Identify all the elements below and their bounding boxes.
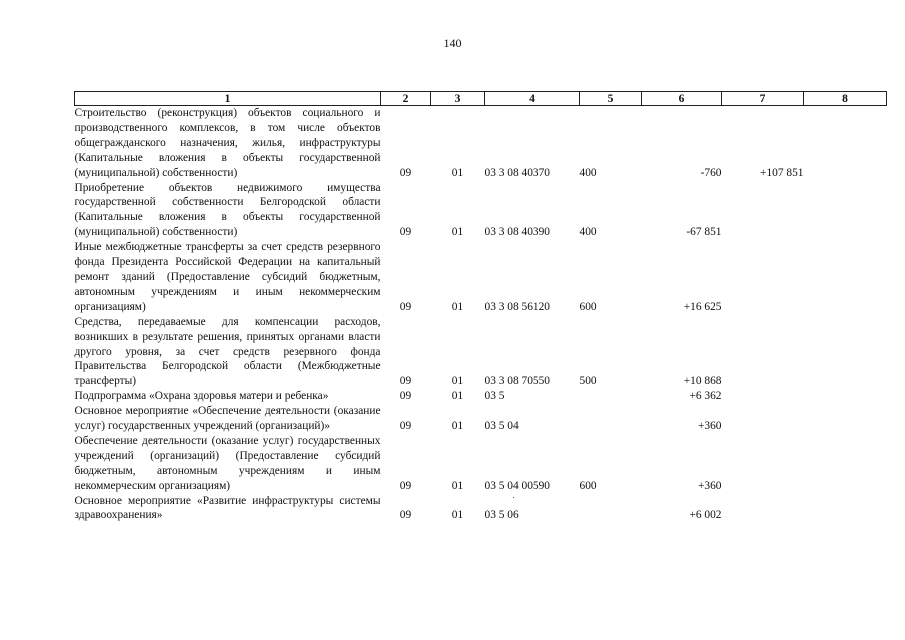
row-expense-type: 600 xyxy=(579,479,597,492)
row-expense-type xyxy=(580,404,642,434)
row-subsection: 01 xyxy=(451,375,464,388)
column-header: 6 xyxy=(642,92,722,106)
row-description-text: Средства, передаваемые для компенсации расходов, возникших в результате решения, принятых органами власти другого уровня, за счет средств резервного фонда Правительства Белгородской области (Межбюджетные трансферты) xyxy=(74,315,381,388)
row-amount-6: -67 851 xyxy=(686,226,722,239)
column-header: 5 xyxy=(580,92,642,106)
row-subsection: 01 xyxy=(451,420,464,433)
row-description xyxy=(75,434,381,494)
row-amount-6: +10 868 xyxy=(683,375,722,388)
column-header: 3 xyxy=(431,92,485,106)
row-section: 09 xyxy=(399,375,412,388)
row-description-text: Основное мероприятие «Обеспечение деятельности (оказание услуг) государственных учреждений (организаций)» xyxy=(74,405,381,433)
row-description xyxy=(75,181,381,241)
row-description-text: Основное мероприятие «Развитие инфраструктуры системы здравоохранения» xyxy=(74,494,381,522)
row-amount-6: +6 362 xyxy=(689,390,722,403)
row-amount-7 xyxy=(722,404,804,434)
row-expense-type: 500 xyxy=(579,375,597,388)
row-expense-type xyxy=(580,389,642,404)
row-amount-8 xyxy=(804,404,887,434)
row-description-text: Строительство (реконструкция) объектов социального и производственного комплексов, в том числе объектов общегражданского назначения, жилья, инфраструктуры (Капитальные вложения в объекты государственной (муниципальной) собственности) xyxy=(74,107,381,179)
row-subsection: 01 xyxy=(451,300,464,313)
table-row xyxy=(75,106,887,181)
table-row xyxy=(75,404,887,434)
row-amount-8 xyxy=(804,106,887,181)
row-description xyxy=(75,389,381,404)
row-amount-6: +360 xyxy=(697,479,722,492)
row-amount-6: +360 xyxy=(697,420,722,433)
row-amount-8 xyxy=(804,494,887,524)
row-amount-7 xyxy=(722,240,804,315)
row-section: 09 xyxy=(399,166,412,179)
page-number: 140 xyxy=(443,36,462,50)
row-description xyxy=(75,240,381,315)
row-subsection: 01 xyxy=(451,509,464,522)
header-row xyxy=(75,92,887,106)
row-description xyxy=(75,106,381,181)
row-target-code: 03 3 08 40370 xyxy=(484,166,550,179)
row-amount-8 xyxy=(804,434,887,494)
table-row xyxy=(75,494,887,524)
row-amount-7 xyxy=(722,315,804,390)
row-description-text: Подпрограмма «Охрана здоровья матери и ребенка» xyxy=(74,390,329,403)
row-description xyxy=(75,404,381,434)
row-subsection: 01 xyxy=(451,166,464,179)
row-amount-7 xyxy=(722,434,804,494)
row-expense-type xyxy=(580,494,642,524)
row-amount-7 xyxy=(722,181,804,241)
row-amount-7 xyxy=(722,389,804,404)
row-amount-8 xyxy=(804,315,887,390)
row-section: 09 xyxy=(399,420,412,433)
row-target-code: 03 3 08 56120 xyxy=(484,300,550,313)
row-amount-6: +6 002 xyxy=(689,509,722,522)
table-row xyxy=(75,181,887,241)
row-description xyxy=(75,315,381,390)
row-target-code: 03 3 08 40390 xyxy=(484,226,550,239)
row-expense-type: 400 xyxy=(579,226,597,239)
column-header: 7 xyxy=(722,92,804,106)
table-row xyxy=(75,240,887,315)
budget-table xyxy=(74,91,887,523)
row-target-code: 03 5 06 xyxy=(484,509,519,522)
row-section: 09 xyxy=(399,509,412,522)
row-amount-6: +16 625 xyxy=(683,300,722,313)
row-section: 09 xyxy=(399,226,412,239)
table-row xyxy=(75,315,887,390)
row-subsection: 01 xyxy=(451,479,464,492)
column-header: 4 xyxy=(485,92,580,106)
row-target-code: 03 5 04 00590 xyxy=(484,479,550,492)
row-subsection: 01 xyxy=(451,226,464,239)
row-amount-6: -760 xyxy=(700,166,722,179)
row-amount-7 xyxy=(722,494,804,524)
row-amount-8 xyxy=(804,181,887,241)
row-amount-8 xyxy=(804,389,887,404)
row-description-text: Приобретение объектов недвижимого имущества государственной собственности Белгородской области (Капитальные вложения в объекты государственной (муниципальной) собственности) xyxy=(74,181,381,239)
row-section: 09 xyxy=(399,300,412,313)
row-target-code: 03 5 04 xyxy=(484,420,519,433)
table-row xyxy=(75,389,887,404)
column-header: 2 xyxy=(381,92,431,106)
row-target-code: 03 3 08 70550 xyxy=(484,375,550,388)
column-header: 8 xyxy=(804,92,887,106)
row-amount-7: +107 851 xyxy=(760,166,804,179)
row-subsection: 01 xyxy=(451,390,464,403)
row-description xyxy=(75,494,381,524)
table-row xyxy=(75,434,887,494)
column-header: 1 xyxy=(75,92,381,106)
row-description-text: Иные межбюджетные трансферты за счет средств резервного фонда Президента Российской Федерации на капитальный ремонт зданий (Предоставление субсидий бюджетным, автономным учреждениям и иным некоммерческим организациям) xyxy=(74,241,381,313)
row-section: 09 xyxy=(399,390,412,403)
row-expense-type: 400 xyxy=(579,166,597,179)
row-amount-8 xyxy=(804,240,887,315)
row-target-code: 03 5 xyxy=(484,390,505,403)
row-description-text: Обеспечение деятельности (оказание услуг) государственных учреждений (организаций) (Предоставление субсидий бюджетным, автономным учреждениям и иным некоммерческим организациям) xyxy=(74,434,381,492)
row-expense-type: 600 xyxy=(579,300,597,313)
row-section: 09 xyxy=(399,479,412,492)
scan-speck xyxy=(513,497,514,498)
